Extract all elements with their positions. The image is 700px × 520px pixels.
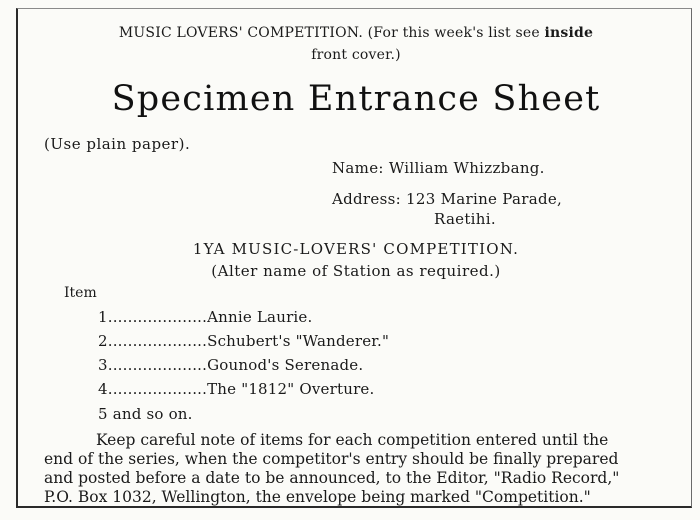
name-value: William Whizzbang. [388, 159, 545, 177]
footer-line: Keep careful note of items for each competition entered until the [96, 431, 609, 449]
list-item: 3....................Gounod's Serenade. [98, 356, 364, 374]
list-item: 5 and so on. [98, 405, 193, 423]
header-text: MUSIC LOVERS' COMPETITION. (For this week's list see [118, 25, 545, 41]
address-line-1: 123 Marine Parade, [406, 190, 563, 208]
paper-note: (Use plain paper). [44, 135, 191, 153]
footer-line: end of the series, when the competitor's entry should be finally prepared [44, 450, 619, 468]
footer-paragraph [44, 431, 674, 507]
entrance-sheet-notice [16, 8, 692, 508]
footer-line: and posted before a date to be announced, to the Editor, "Radio Record," [44, 469, 620, 487]
header-line-1 [18, 22, 694, 45]
page-title: Specimen Entrance Sheet [111, 79, 601, 119]
address-label: Address: [332, 190, 401, 208]
name-label: Name: [332, 159, 384, 177]
station-subtitle: (Alter name of Station as required.) [211, 262, 501, 280]
list-item: 1....................Annie Laurie. [98, 308, 313, 326]
header-emphasis: inside [544, 25, 594, 41]
address-field [332, 190, 562, 208]
address-line-2: Raetihi. [434, 210, 496, 228]
name-field [332, 159, 545, 177]
header-line-2: front cover.) [311, 47, 401, 63]
list-item: 4....................The "1812" Overture. [98, 380, 375, 398]
station-title: 1YA MUSIC-LOVERS' COMPETITION. [192, 240, 520, 258]
list-item: 2....................Schubert's "Wanderer." [98, 332, 390, 350]
items-heading: Item [64, 285, 97, 301]
footer-line: P.O. Box 1032, Wellington, the envelope being marked "Competition." [44, 488, 591, 506]
